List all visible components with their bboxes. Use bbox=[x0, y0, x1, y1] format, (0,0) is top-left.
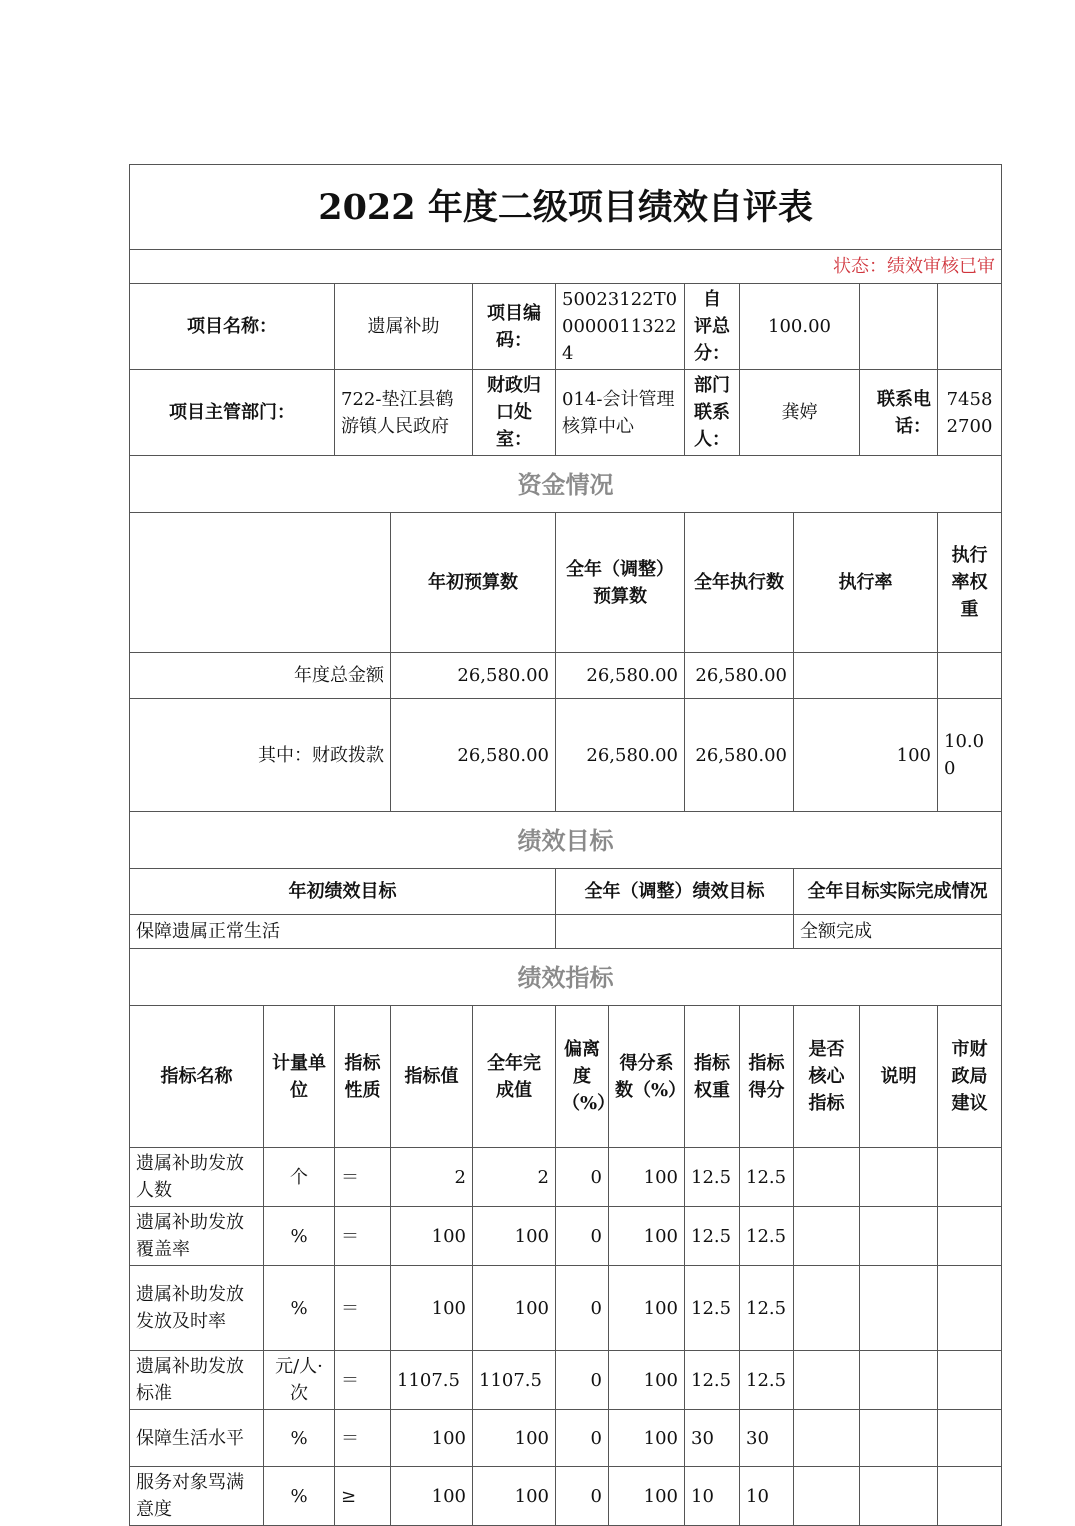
ind-core bbox=[794, 1410, 860, 1467]
funds-header-rate: 执行率 bbox=[794, 513, 938, 653]
ind-nature: ≥ bbox=[335, 1467, 391, 1526]
ind-advice bbox=[938, 1351, 1002, 1410]
ind-name: 保障生活水平 bbox=[130, 1410, 264, 1467]
ind-name: 遗属补助发放标准 bbox=[130, 1351, 264, 1410]
funds-executed: 26,580.00 bbox=[685, 653, 794, 699]
ind-name: 遗属补助发放发放及时率 bbox=[130, 1266, 264, 1351]
finance-label: 财政归口处室： bbox=[473, 370, 556, 456]
ind-header-weight: 指标权重 bbox=[685, 1006, 740, 1148]
ind-score: 12.5 bbox=[740, 1266, 794, 1351]
funds-header-weight: 执行率权重 bbox=[938, 513, 1002, 653]
phone-number: 74582700 bbox=[938, 370, 1002, 456]
ind-header-unit: 计量单位 bbox=[264, 1006, 335, 1148]
ind-score: 12.5 bbox=[740, 1207, 794, 1266]
ind-unit: 个 bbox=[264, 1148, 335, 1207]
ind-header-coef: 得分系数（%） bbox=[609, 1006, 685, 1148]
ind-nature: ＝ bbox=[335, 1148, 391, 1207]
ind-header-note: 说明 bbox=[860, 1006, 938, 1148]
table-row bbox=[130, 1410, 1002, 1467]
ind-value: 100 bbox=[391, 1467, 473, 1526]
funds-executed: 26,580.00 bbox=[685, 699, 794, 812]
ind-core bbox=[794, 1351, 860, 1410]
project-code: 50023122T000000113224 bbox=[556, 284, 685, 370]
funds-rate: 100 bbox=[794, 699, 938, 812]
ind-done: 1107.5 bbox=[473, 1351, 556, 1410]
table-row bbox=[130, 699, 1002, 812]
project-code-label: 项目编码： bbox=[473, 284, 556, 370]
ind-unit: % bbox=[264, 1410, 335, 1467]
funds-weight: 10.00 bbox=[938, 699, 1002, 812]
ind-coef: 100 bbox=[609, 1148, 685, 1207]
page-title: 2022 年度二级项目绩效自评表 bbox=[130, 165, 1002, 250]
ind-coef: 100 bbox=[609, 1207, 685, 1266]
ind-advice bbox=[938, 1266, 1002, 1351]
ind-done: 100 bbox=[473, 1207, 556, 1266]
ind-deviation: 0 bbox=[556, 1207, 609, 1266]
ind-advice bbox=[938, 1467, 1002, 1526]
dept-name: 722-垫江县鹤游镇人民政府 bbox=[335, 370, 473, 456]
ind-deviation: 0 bbox=[556, 1148, 609, 1207]
ind-score: 12.5 bbox=[740, 1148, 794, 1207]
ind-score: 12.5 bbox=[740, 1351, 794, 1410]
ind-coef: 100 bbox=[609, 1467, 685, 1526]
goal-adjusted bbox=[556, 915, 794, 949]
goal-actual: 全额完成 bbox=[794, 915, 1002, 949]
ind-weight: 30 bbox=[685, 1410, 740, 1467]
ind-unit: % bbox=[264, 1207, 335, 1266]
finance-office: 014-会计管理核算中心 bbox=[556, 370, 685, 456]
ind-core bbox=[794, 1467, 860, 1526]
funds-header-blank bbox=[130, 513, 391, 653]
contact-person: 龚婷 bbox=[740, 370, 860, 456]
goals-header-adjusted: 全年（调整）绩效目标 bbox=[556, 869, 794, 915]
ind-deviation: 0 bbox=[556, 1410, 609, 1467]
funds-header-executed: 全年执行数 bbox=[685, 513, 794, 653]
ind-score: 30 bbox=[740, 1410, 794, 1467]
funds-initial: 26,580.00 bbox=[391, 653, 556, 699]
ind-note bbox=[860, 1467, 938, 1526]
ind-note bbox=[860, 1351, 938, 1410]
empty-cell bbox=[938, 284, 1002, 370]
ind-header-core: 是否核心指标 bbox=[794, 1006, 860, 1148]
status-badge: 状态：绩效审核已审 bbox=[130, 250, 1002, 284]
ind-done: 100 bbox=[473, 1266, 556, 1351]
ind-deviation: 0 bbox=[556, 1351, 609, 1410]
ind-header-done: 全年完成值 bbox=[473, 1006, 556, 1148]
ind-advice bbox=[938, 1410, 1002, 1467]
ind-weight: 10 bbox=[685, 1467, 740, 1526]
ind-done: 100 bbox=[473, 1410, 556, 1467]
ind-done: 100 bbox=[473, 1467, 556, 1526]
table-row bbox=[130, 1467, 1002, 1526]
table-row bbox=[130, 1148, 1002, 1207]
ind-nature: ＝ bbox=[335, 1410, 391, 1467]
project-name: 遗属补助 bbox=[335, 284, 473, 370]
funds-adjusted: 26,580.00 bbox=[556, 699, 685, 812]
ind-name: 服务对象骂满意度 bbox=[130, 1467, 264, 1526]
ind-value: 1107.5 bbox=[391, 1351, 473, 1410]
ind-coef: 100 bbox=[609, 1351, 685, 1410]
ind-nature: ＝ bbox=[335, 1266, 391, 1351]
funds-header-adjusted: 全年（调整）预算数 bbox=[556, 513, 685, 653]
ind-coef: 100 bbox=[609, 1266, 685, 1351]
ind-header-nature: 指标性质 bbox=[335, 1006, 391, 1148]
ind-core bbox=[794, 1207, 860, 1266]
table-row bbox=[130, 1207, 1002, 1266]
ind-weight: 12.5 bbox=[685, 1266, 740, 1351]
goal-initial: 保障遗属正常生活 bbox=[130, 915, 556, 949]
goals-section-title: 绩效目标 bbox=[130, 812, 1002, 869]
table-row bbox=[130, 1266, 1002, 1351]
ind-note bbox=[860, 1207, 938, 1266]
ind-score: 10 bbox=[740, 1467, 794, 1526]
ind-note bbox=[860, 1148, 938, 1207]
ind-unit: % bbox=[264, 1467, 335, 1526]
ind-unit: 元/人·次 bbox=[264, 1351, 335, 1410]
ind-header-value: 指标值 bbox=[391, 1006, 473, 1148]
ind-value: 100 bbox=[391, 1266, 473, 1351]
funds-rate bbox=[794, 653, 938, 699]
contact-label: 部门联系人： bbox=[685, 370, 740, 456]
ind-nature: ＝ bbox=[335, 1351, 391, 1410]
ind-note bbox=[860, 1266, 938, 1351]
funds-weight bbox=[938, 653, 1002, 699]
phone-label: 联系电话： bbox=[860, 370, 938, 456]
funds-initial: 26,580.00 bbox=[391, 699, 556, 812]
ind-nature: ＝ bbox=[335, 1207, 391, 1266]
ind-deviation: 0 bbox=[556, 1467, 609, 1526]
ind-done: 2 bbox=[473, 1148, 556, 1207]
ind-header-name: 指标名称 bbox=[130, 1006, 264, 1148]
dept-label: 项目主管部门： bbox=[130, 370, 335, 456]
ind-value: 2 bbox=[391, 1148, 473, 1207]
ind-note bbox=[860, 1410, 938, 1467]
ind-value: 100 bbox=[391, 1410, 473, 1467]
ind-weight: 12.5 bbox=[685, 1148, 740, 1207]
indicators-section-title: 绩效指标 bbox=[130, 949, 1002, 1006]
ind-header-score: 指标得分 bbox=[740, 1006, 794, 1148]
funds-row-label: 年度总金额 bbox=[130, 653, 391, 699]
ind-weight: 12.5 bbox=[685, 1207, 740, 1266]
evaluation-table bbox=[129, 164, 1002, 1526]
ind-header-advice: 市财政局建议 bbox=[938, 1006, 1002, 1148]
ind-name: 遗属补助发放覆盖率 bbox=[130, 1207, 264, 1266]
goals-header-initial: 年初绩效目标 bbox=[130, 869, 556, 915]
funds-header-initial: 年初预算数 bbox=[391, 513, 556, 653]
ind-advice bbox=[938, 1207, 1002, 1266]
ind-deviation: 0 bbox=[556, 1266, 609, 1351]
ind-name: 遗属补助发放人数 bbox=[130, 1148, 264, 1207]
ind-header-deviation: 偏离度（%） bbox=[556, 1006, 609, 1148]
empty-cell bbox=[860, 284, 938, 370]
funds-row-label: 其中：财政拨款 bbox=[130, 699, 391, 812]
ind-advice bbox=[938, 1148, 1002, 1207]
total-score: 100.00 bbox=[740, 284, 860, 370]
goals-header-actual: 全年目标实际完成情况 bbox=[794, 869, 1002, 915]
ind-core bbox=[794, 1148, 860, 1207]
funds-section-title: 资金情况 bbox=[130, 456, 1002, 513]
ind-weight: 12.5 bbox=[685, 1351, 740, 1410]
ind-unit: % bbox=[264, 1266, 335, 1351]
table-row bbox=[130, 653, 1002, 699]
funds-adjusted: 26,580.00 bbox=[556, 653, 685, 699]
ind-value: 100 bbox=[391, 1207, 473, 1266]
ind-core bbox=[794, 1266, 860, 1351]
project-name-label: 项目名称： bbox=[130, 284, 335, 370]
score-label: 自 评总分： bbox=[685, 284, 740, 370]
ind-coef: 100 bbox=[609, 1410, 685, 1467]
table-row bbox=[130, 1351, 1002, 1410]
